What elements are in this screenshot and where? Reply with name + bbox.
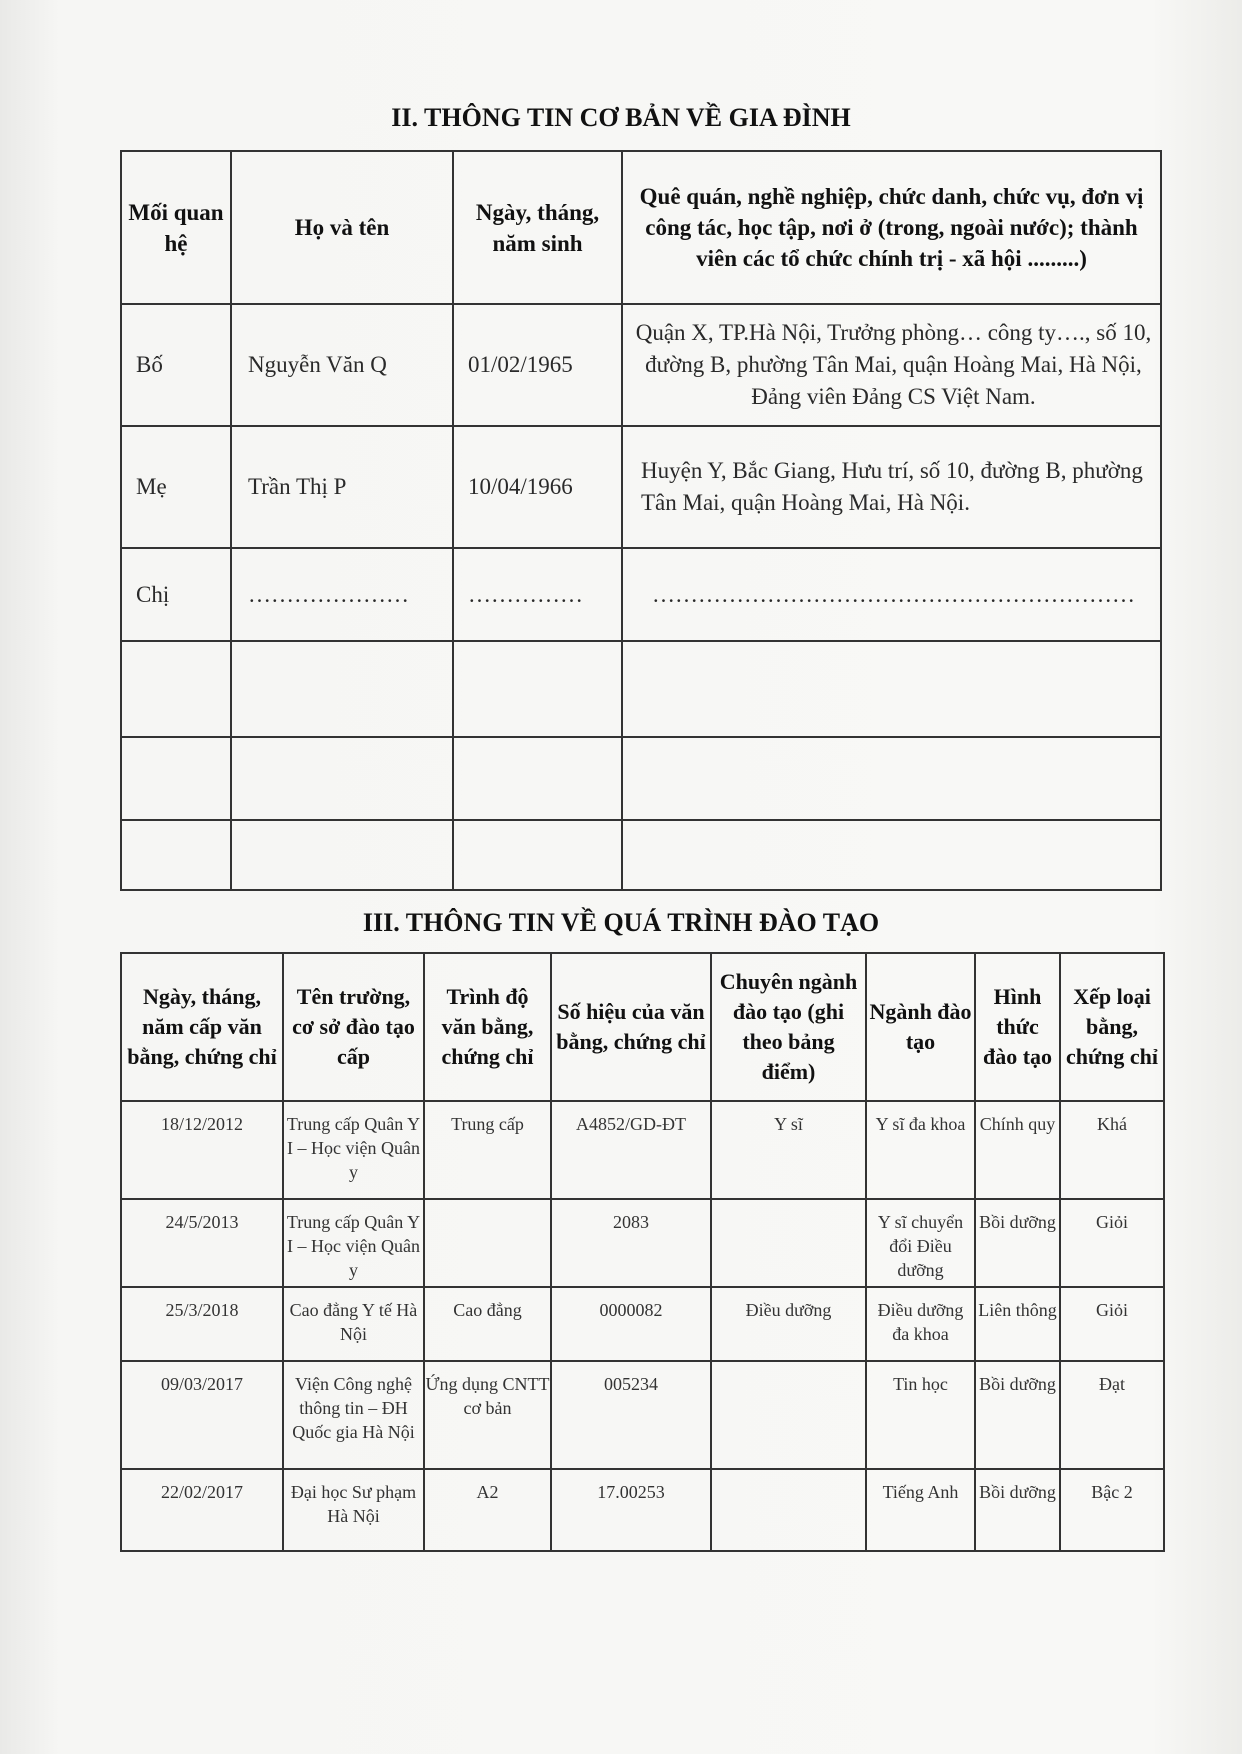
name-cell: ………………… — [231, 548, 453, 641]
training-row — [121, 1469, 1164, 1551]
school-cell: Trung cấp Quân Y I – Học viện Quân y — [283, 1199, 424, 1287]
family-header-row — [121, 151, 1161, 304]
dob-cell: …………… — [453, 548, 622, 641]
field-cell: Y sĩ đa khoa — [866, 1101, 975, 1199]
certificate-number-cell: A4852/GD-ĐT — [551, 1101, 711, 1199]
header-relation: Mối quan hệ — [121, 151, 231, 304]
header-level: Trình độ văn bằng, chứng chỉ — [424, 953, 551, 1101]
header-certificate-number: Số hiệu của văn bằng, chứng chỉ — [551, 953, 711, 1101]
empty-cell — [453, 641, 622, 737]
grade-cell: Giỏi — [1060, 1199, 1164, 1287]
family-row-empty — [121, 820, 1161, 890]
family-row — [121, 304, 1161, 426]
relation-cell: Bố — [121, 304, 231, 426]
specialty-cell: Điều dưỡng — [711, 1287, 866, 1361]
relation-cell: Mẹ — [121, 426, 231, 548]
dob-cell: 01/02/1965 — [453, 304, 622, 426]
dob-cell: 10/04/1966 — [453, 426, 622, 548]
empty-cell — [453, 820, 622, 890]
specialty-cell: Y sĩ — [711, 1101, 866, 1199]
certificate-number-cell: 2083 — [551, 1199, 711, 1287]
specialty-cell — [711, 1199, 866, 1287]
specialty-cell — [711, 1469, 866, 1551]
school-cell: Trung cấp Quân Y I – Học viện Quân y — [283, 1101, 424, 1199]
header-field: Ngành đào tạo — [866, 953, 975, 1101]
details-cell: Quận X, TP.Hà Nội, Trưởng phòng… công ty…., số 10, đường B, phường Tân Mai, quận Hoàng Mai, Hà Nội, Đảng viên Đảng CS Việt Nam. — [622, 304, 1161, 426]
level-cell: Cao đẳng — [424, 1287, 551, 1361]
empty-cell — [453, 737, 622, 820]
details-cell: Huyện Y, Bắc Giang, Hưu trí, số 10, đường B, phường Tân Mai, quận Hoàng Mai, Hà Nội. — [622, 426, 1161, 548]
section-2-title: II. THÔNG TIN CƠ BẢN VỀ GIA ĐÌNH — [391, 103, 851, 132]
training-form-cell: Bồi dưỡng — [975, 1361, 1060, 1469]
training-row — [121, 1287, 1164, 1361]
empty-cell — [121, 737, 231, 820]
family-row — [121, 426, 1161, 548]
level-cell — [424, 1199, 551, 1287]
header-specialty: Chuyên ngành đào tạo (ghi theo bảng điểm) — [711, 953, 866, 1101]
empty-cell — [622, 641, 1161, 737]
details-cell: ……………………………………………………… — [622, 548, 1161, 641]
level-cell: Ứng dụng CNTT cơ bản — [424, 1361, 551, 1469]
level-cell: A2 — [424, 1469, 551, 1551]
relation-cell: Chị — [121, 548, 231, 641]
grade-cell: Giỏi — [1060, 1287, 1164, 1361]
specialty-cell — [711, 1361, 866, 1469]
training-table — [120, 952, 1165, 1552]
school-cell: Cao đẳng Y tế Hà Nội — [283, 1287, 424, 1361]
training-form-cell: Liên thông — [975, 1287, 1060, 1361]
header-grade: Xếp loại bằng, chứng chỉ — [1060, 953, 1164, 1101]
issue-date-cell: 22/02/2017 — [121, 1469, 283, 1551]
header-date-of-birth: Ngày, tháng, năm sinh — [453, 151, 622, 304]
certificate-number-cell: 17.00253 — [551, 1469, 711, 1551]
grade-cell: Bậc 2 — [1060, 1469, 1164, 1551]
field-cell: Tiếng Anh — [866, 1469, 975, 1551]
issue-date-cell: 24/5/2013 — [121, 1199, 283, 1287]
family-row-empty — [121, 641, 1161, 737]
training-header-row — [121, 953, 1164, 1101]
training-form-cell: Bồi dưỡng — [975, 1469, 1060, 1551]
field-cell: Điều dưỡng đa khoa — [866, 1287, 975, 1361]
training-row — [121, 1199, 1164, 1287]
certificate-number-cell: 0000082 — [551, 1287, 711, 1361]
family-table — [120, 150, 1162, 891]
empty-cell — [231, 820, 453, 890]
header-school: Tên trường, cơ sở đào tạo cấp — [283, 953, 424, 1101]
issue-date-cell: 18/12/2012 — [121, 1101, 283, 1199]
name-cell: Nguyễn Văn Q — [231, 304, 453, 426]
section-3-title: III. THÔNG TIN VỀ QUÁ TRÌNH ĐÀO TẠO — [362, 908, 880, 937]
training-form-cell: Chính quy — [975, 1101, 1060, 1199]
grade-cell: Đạt — [1060, 1361, 1164, 1469]
issue-date-cell: 25/3/2018 — [121, 1287, 283, 1361]
name-cell: Trần Thị P — [231, 426, 453, 548]
school-cell: Viện Công nghệ thông tin – ĐH Quốc gia Hà Nội — [283, 1361, 424, 1469]
header-issue-date: Ngày, tháng, năm cấp văn bằng, chứng chỉ — [121, 953, 283, 1101]
empty-cell — [622, 820, 1161, 890]
family-row — [121, 548, 1161, 641]
header-training-form: Hình thức đào tạo — [975, 953, 1060, 1101]
school-cell: Đại học Sư phạm Hà Nội — [283, 1469, 424, 1551]
header-full-name: Họ và tên — [231, 151, 453, 304]
level-cell: Trung cấp — [424, 1101, 551, 1199]
certificate-number-cell: 005234 — [551, 1361, 711, 1469]
family-row-empty — [121, 737, 1161, 820]
grade-cell: Khá — [1060, 1101, 1164, 1199]
field-cell: Tin học — [866, 1361, 975, 1469]
field-cell: Y sĩ chuyển đổi Điều dưỡng — [866, 1199, 975, 1287]
empty-cell — [231, 737, 453, 820]
training-form-cell: Bồi dưỡng — [975, 1199, 1060, 1287]
training-row — [121, 1101, 1164, 1199]
issue-date-cell: 09/03/2017 — [121, 1361, 283, 1469]
training-row — [121, 1361, 1164, 1469]
empty-cell — [121, 641, 231, 737]
empty-cell — [121, 820, 231, 890]
empty-cell — [231, 641, 453, 737]
empty-cell — [622, 737, 1161, 820]
header-details: Quê quán, nghề nghiệp, chức danh, chức vụ, đơn vị công tác, học tập, nơi ở (trong, ngoài nước); thành viên các tổ chức chính trị - xã hội .........) — [622, 151, 1161, 304]
